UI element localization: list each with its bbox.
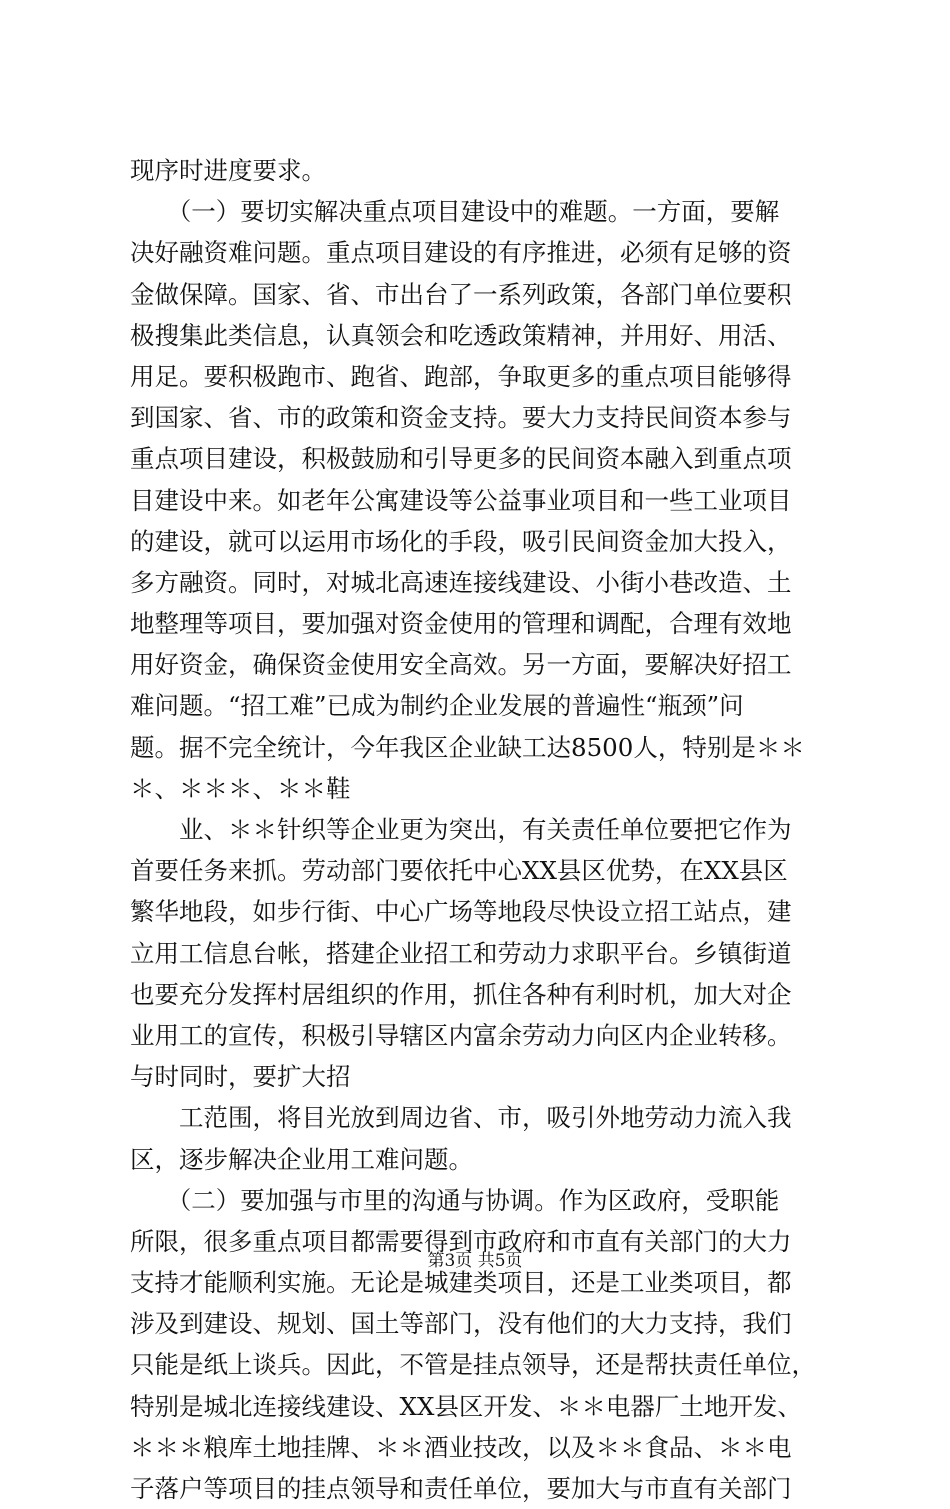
text-line: 极搜集此类信息，认真领会和吃透政策精神，并用好、用活、 <box>130 320 792 350</box>
page-footer: 第3页 共5页 <box>427 1251 523 1271</box>
text-line: 难问题。“招工难”已成为制约企业发展的普遍性“瓶颈”问 <box>130 691 744 721</box>
text-line: 金做保障。国家、省、市出台了一系列政策，各部门单位要积 <box>130 279 792 309</box>
text-line: 工范围，将目光放到周边省、市，吸引外地劳动力流入我 <box>130 1103 792 1133</box>
text-line: 立用工信息台帐，搭建企业招工和劳动力求职平台。乡镇街道 <box>130 938 792 968</box>
text-line: 业用工的宣传，积极引导辖区内富余劳动力向区内企业转移。 <box>130 1020 792 1050</box>
text-line: 涉及到建设、规划、国土等部门，没有他们的大力支持，我们 <box>130 1309 792 1339</box>
text-line: 所限，很多重点项目都需要得到市政府和市直有关部门的大力 <box>130 1226 792 1256</box>
text-line: 业、＊＊针织等企业更为突出，有关责任单位要把它作为 <box>130 815 792 844</box>
text-line: 到国家、省、市的政策和资金支持。要大力支持民间资本参与 <box>130 403 792 433</box>
text-line: 支持才能顺利实施。无论是城建类项目，还是工业类项目，都 <box>130 1268 792 1298</box>
text-line: 也要充分发挥村居组织的作用，抓住各种有利时机，加大对企 <box>130 979 792 1009</box>
text-line: 决好融资难问题。重点项目建设的有序推进，必须有足够的资 <box>130 238 792 268</box>
text-line: 首要任务来抓。劳动部门要依托中心XX县区优势，在XX县区 <box>130 856 788 886</box>
text-line: 繁华地段，如步行街、中心广场等地段尽快设立招工站点，建 <box>130 897 792 927</box>
text-line: ＊、＊＊＊、＊＊鞋 <box>130 773 351 803</box>
document-body <box>130 150 830 1509</box>
text-line: 的建设，就可以运用市场化的手段，吸引民间资金加大投入， <box>130 526 792 556</box>
text-line: ＊＊＊粮库土地挂牌、＊＊酒业技改，以及＊＊食品、＊＊电 <box>130 1432 792 1462</box>
text-line: 只能是纸上谈兵。因此，不管是挂点领导，还是帮扶责任单位， <box>130 1350 816 1380</box>
text-line: 多方融资。同时，对城北高速连接线建设、小街小巷改造、土 <box>130 567 792 597</box>
text-line: 用足。要积极跑市、跑省、跑部，争取更多的重点项目能够得 <box>130 361 792 391</box>
text-line: 重点项目建设，积极鼓励和引导更多的民间资本融入到重点项 <box>130 444 792 474</box>
text-line: 特别是城北连接线建设、XX县区开发、＊＊电器厂土地开发、 <box>130 1391 802 1421</box>
text-line: 子落户等项目的挂点领导和责任单位，要加大与市直有关部门 <box>130 1474 792 1503</box>
text-line: 目建设中来。如老年公寓建设等公益事业项目和一些工业项目 <box>130 485 792 515</box>
text-line: 现序时进度要求。 <box>130 156 326 185</box>
text-line: 与时同时，要扩大招 <box>130 1062 351 1092</box>
text-line: 区，逐步解决企业用工难问题。 <box>130 1144 473 1174</box>
text-line: 地整理等项目，要加强对资金使用的管理和调配，合理有效地 <box>130 609 792 639</box>
text-line: （一）要切实解决重点项目建设中的难题。一方面，要解 <box>130 197 780 227</box>
text-line: 题。据不完全统计，今年我区企业缺工达8500人，特别是＊＊ <box>130 732 805 762</box>
text-line: 用好资金，确保资金使用安全高效。另一方面，要解决好招工 <box>130 650 792 680</box>
text-line: （二）要加强与市里的沟通与协调。作为区政府，受职能 <box>130 1185 780 1215</box>
